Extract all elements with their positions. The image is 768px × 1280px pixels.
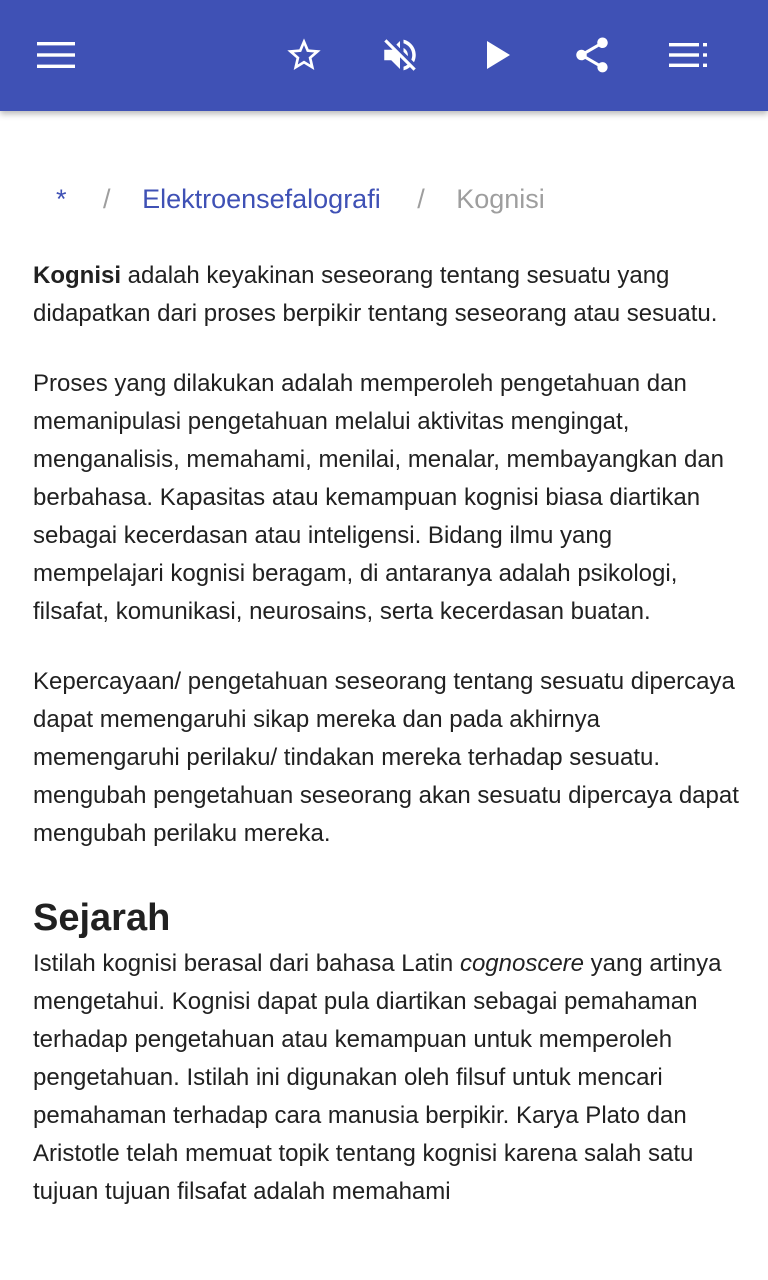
play-icon bbox=[483, 39, 513, 71]
section-heading: Sejarah bbox=[33, 897, 171, 939]
playlist-icon bbox=[669, 42, 707, 68]
star-outline-icon bbox=[283, 35, 325, 75]
article-body bbox=[33, 257, 739, 1243]
bookmark-button[interactable] bbox=[276, 27, 332, 83]
paragraph-belief: Kepercayaan/ pengetahuan seseorang tentang sesuatu dipercaya dapat memengaruhi sikap mereka dan pada akhirnya memengaruhi perilaku/ tindakan mereka terhadap sesuatu. mengubah pengetahuan seseorang akan sesuatu dipercaya dapat mengubah perilaku mereka. bbox=[33, 668, 739, 847]
paragraph-text: adalah keyakinan seseorang tentang sesuatu yang didapatkan dari proses berpikir tentang seseorang atau sesuatu. bbox=[33, 262, 718, 327]
share-icon bbox=[571, 34, 613, 76]
breadcrumb-separator: / bbox=[103, 184, 111, 214]
volume-off-icon bbox=[379, 34, 421, 76]
menu-icon bbox=[37, 41, 75, 69]
play-button[interactable] bbox=[470, 27, 526, 83]
app-toolbar bbox=[0, 0, 768, 111]
breadcrumb-parent-link[interactable]: Elektroensefalografi bbox=[142, 184, 381, 214]
paragraph-process: Proses yang dilakukan adalah memperoleh pengetahuan dan memanipulasi pengetahuan melalui aktivitas mengingat, menganalisis, memahami, menilai, menalar, membayangkan dan berbahasa. Kapasitas atau kemampuan kognisi biasa diartikan sebagai kecerdasan atau inteligensi. Bidang ilmu yang mempelajari kognisi beragam, di antaranya adalah psikologi, filsafat, komunikasi, neurosains, serta kecerdasan buatan. bbox=[33, 370, 725, 625]
paragraph-text: Istilah kognisi berasal dari bahasa Latin bbox=[33, 950, 460, 977]
breadcrumb-home-link[interactable]: * bbox=[56, 184, 67, 214]
paragraph-history bbox=[33, 945, 739, 1211]
paragraph-intro bbox=[33, 257, 739, 333]
share-button[interactable] bbox=[564, 27, 620, 83]
latin-term: cognoscere bbox=[459, 950, 585, 977]
breadcrumb-separator: / bbox=[417, 184, 425, 214]
term-bold: Kognisi bbox=[33, 262, 121, 289]
breadcrumb bbox=[56, 183, 545, 215]
article-view[interactable] bbox=[0, 111, 768, 1280]
breadcrumb-current: Kognisi bbox=[456, 184, 545, 214]
mute-button[interactable] bbox=[372, 27, 428, 83]
contents-button[interactable] bbox=[660, 27, 716, 83]
menu-button[interactable] bbox=[28, 27, 84, 83]
paragraph-text: yang artinya mengetahui. Kognisi dapat pula diartikan sebagai pemahaman terhadap pengetahuan atau kemampuan untuk memperoleh pengetahuan. Istilah ini digunakan oleh filsuf untuk mencari pemahaman terhadap cara manusia berpikir. Karya Plato dan Aristotle telah memuat topik tentang kognisi karena salah satu tujuan tujuan filsafat adalah memahami bbox=[33, 950, 722, 1205]
